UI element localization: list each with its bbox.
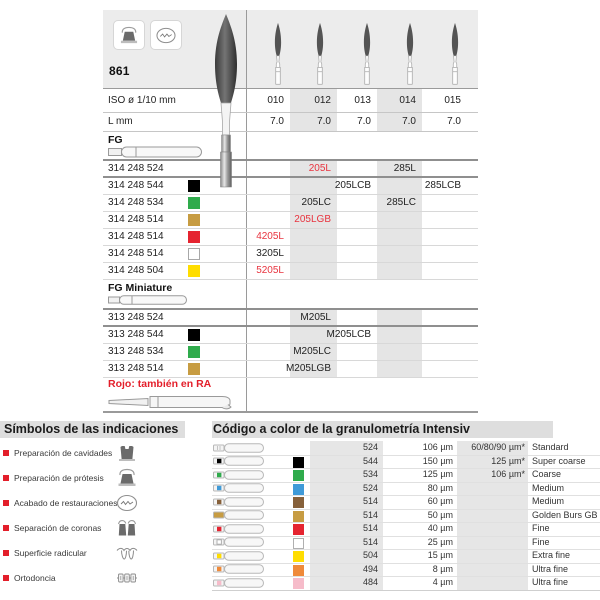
grit-color-square bbox=[293, 470, 304, 481]
restoration-finishing-icon bbox=[150, 20, 182, 50]
grit-color-square bbox=[293, 578, 304, 589]
grit-name: Medium bbox=[532, 482, 565, 493]
product-row bbox=[103, 326, 478, 343]
bur-grit-icon bbox=[213, 551, 265, 561]
grid-line bbox=[103, 88, 478, 89]
granulometry-row bbox=[212, 536, 600, 551]
part-number: 313 248 524 bbox=[108, 312, 164, 323]
grid-line bbox=[103, 279, 478, 280]
product-row bbox=[103, 211, 478, 228]
grid-line bbox=[103, 131, 478, 132]
product-row bbox=[103, 262, 478, 279]
grit-name: Fine bbox=[532, 536, 550, 547]
red-bullet bbox=[3, 575, 9, 581]
color-code-square bbox=[188, 346, 200, 358]
grit-code: 484 bbox=[362, 577, 378, 587]
grit-color-square bbox=[293, 524, 304, 535]
prosthesis-prep-icon bbox=[113, 20, 145, 50]
grit-name: Golden Burs GB bbox=[532, 509, 598, 520]
grit-code: 544 bbox=[362, 455, 378, 466]
length-value: 7.0 bbox=[270, 116, 284, 127]
small-bur-illustration bbox=[449, 22, 461, 86]
prosthesis-prep-icon bbox=[116, 468, 138, 488]
red-bullet bbox=[3, 550, 9, 556]
bur-grit-icon bbox=[213, 497, 265, 507]
part-number: 314 248 514 bbox=[108, 248, 164, 259]
indication-symbol-item bbox=[0, 468, 208, 488]
grit-name: Fine bbox=[532, 523, 550, 533]
color-code-square bbox=[188, 197, 200, 209]
orthodontics-icon bbox=[116, 568, 138, 588]
ra-availability-note: Rojo: también en RA bbox=[108, 378, 212, 390]
product-row bbox=[103, 228, 478, 245]
granulometry-row bbox=[212, 509, 600, 524]
granulometry-row bbox=[212, 468, 600, 483]
indication-symbol-item bbox=[0, 493, 208, 513]
granulometry-row bbox=[212, 455, 600, 470]
part-number: 314 248 544 bbox=[108, 180, 164, 191]
indication-symbol-item bbox=[0, 543, 208, 563]
product-row bbox=[103, 360, 478, 377]
red-bullet bbox=[3, 525, 9, 531]
symbols-panel-title: Símbolos de las indicaciones bbox=[4, 422, 179, 436]
grit-code: 514 bbox=[362, 536, 378, 547]
product-code: 285LCB bbox=[424, 180, 461, 191]
product-row bbox=[103, 309, 478, 326]
iso-size-value: 015 bbox=[444, 95, 461, 106]
grain-size: 50 µm bbox=[427, 509, 453, 520]
product-code: 205LC bbox=[301, 197, 331, 208]
granulometry-row bbox=[212, 563, 600, 578]
product-code: 4205L bbox=[256, 231, 284, 242]
product-row bbox=[103, 194, 478, 211]
product-code: M205LC bbox=[293, 346, 331, 357]
product-row bbox=[103, 343, 478, 360]
crown-separation-icon bbox=[116, 518, 138, 538]
grain-size: 150 µm bbox=[422, 455, 453, 466]
part-number: 313 248 544 bbox=[108, 329, 164, 340]
red-bullet bbox=[3, 475, 9, 481]
bur-grit-icon bbox=[213, 483, 265, 493]
red-bullet bbox=[3, 450, 9, 456]
product-code: M205LGB bbox=[285, 363, 331, 374]
iso-size-value: 013 bbox=[354, 95, 371, 106]
ra-shank-icon bbox=[108, 394, 238, 410]
grit-code: 534 bbox=[362, 469, 378, 479]
small-bur-illustration bbox=[272, 22, 284, 86]
grit-code: 494 bbox=[362, 563, 378, 574]
granulometry-table-title: Código a color de la granulometría Intensiv bbox=[213, 422, 470, 436]
indication-symbol-item bbox=[0, 568, 208, 588]
bur-grit-icon bbox=[213, 443, 265, 453]
bur-grit-icon bbox=[213, 456, 265, 466]
grit-name: Super coarse bbox=[532, 455, 586, 466]
fg-shank-icon bbox=[108, 146, 203, 158]
indication-label: Preparación de prótesis bbox=[14, 472, 104, 483]
part-number: 313 248 514 bbox=[108, 363, 164, 374]
color-code-square bbox=[188, 265, 200, 277]
grit-code: 524 bbox=[362, 442, 378, 452]
indication-label: Preparación de cavidades bbox=[14, 448, 113, 458]
part-number: 314 248 504 bbox=[108, 265, 164, 276]
alt-grain-size: 60/80/90 µm* bbox=[471, 442, 525, 452]
grit-color-square bbox=[293, 457, 304, 468]
granulometry-row bbox=[212, 576, 600, 591]
grit-code: 504 bbox=[362, 550, 378, 560]
product-code: 205LCB bbox=[334, 180, 371, 191]
cavity-prep-icon bbox=[116, 443, 138, 463]
grain-size: 8 µm bbox=[432, 563, 453, 574]
indication-label: Separación de coronas bbox=[14, 522, 102, 533]
product-row bbox=[103, 177, 478, 194]
bur-grit-icon bbox=[213, 537, 265, 547]
product-row bbox=[103, 245, 478, 262]
grain-size: 25 µm bbox=[427, 536, 453, 547]
length-value: 7.0 bbox=[402, 116, 416, 127]
grid-line bbox=[103, 411, 478, 413]
product-code: M205LCB bbox=[326, 329, 371, 340]
bur-grit-icon bbox=[213, 524, 265, 534]
indication-symbol-item bbox=[0, 518, 208, 538]
length-value: 7.0 bbox=[317, 116, 331, 127]
iso-size-value: 010 bbox=[267, 95, 284, 106]
product-code: 205LGB bbox=[294, 214, 331, 225]
product-code: 3205L bbox=[256, 248, 284, 259]
part-number: 314 248 534 bbox=[108, 197, 164, 208]
product-row bbox=[103, 160, 478, 177]
granulometry-row bbox=[212, 549, 600, 564]
large-bur-illustration bbox=[208, 12, 244, 188]
length-label: L mm bbox=[108, 116, 133, 127]
grain-size: 4 µm bbox=[432, 577, 453, 587]
grit-name: Ultra fine bbox=[532, 563, 569, 574]
alt-grain-size: 125 µm* bbox=[491, 455, 525, 466]
part-number: 314 248 514 bbox=[108, 214, 164, 225]
grit-color-square bbox=[293, 511, 304, 522]
grid-line bbox=[212, 590, 600, 591]
restoration-finishing-icon bbox=[116, 493, 138, 513]
grain-size: 106 µm bbox=[422, 442, 453, 452]
bur-grit-icon bbox=[213, 578, 265, 588]
product-table bbox=[103, 10, 478, 413]
grit-color-square bbox=[293, 538, 304, 549]
product-model-number: 861 bbox=[109, 64, 130, 78]
grit-name: Coarse bbox=[532, 469, 562, 479]
part-number: 313 248 534 bbox=[108, 346, 164, 357]
granulometry-row bbox=[212, 495, 600, 510]
grid-line bbox=[103, 112, 478, 113]
indication-label: Ortodoncia bbox=[14, 572, 56, 583]
grit-code: 524 bbox=[362, 482, 378, 493]
iso-size-value: 012 bbox=[314, 95, 331, 106]
color-code-square bbox=[188, 363, 200, 375]
grit-name: Standard bbox=[532, 442, 569, 452]
grit-name: Extra fine bbox=[532, 550, 571, 560]
granulometry-row bbox=[212, 522, 600, 537]
color-code-square bbox=[188, 248, 200, 260]
grit-code: 514 bbox=[362, 523, 378, 533]
part-number: 314 248 524 bbox=[108, 163, 164, 174]
small-bur-illustration bbox=[361, 22, 373, 86]
product-code: 205L bbox=[308, 163, 331, 174]
product-code: M205L bbox=[300, 312, 331, 323]
indication-symbols-panel bbox=[0, 421, 208, 600]
grit-color-square bbox=[293, 484, 304, 495]
bur-grit-icon bbox=[213, 470, 265, 480]
color-code-square bbox=[188, 329, 200, 341]
small-bur-illustration bbox=[314, 22, 326, 86]
small-bur-illustration bbox=[404, 22, 416, 86]
iso-size-value: 014 bbox=[399, 95, 416, 106]
bur-grit-icon bbox=[213, 510, 265, 520]
grit-name: Ultra fine bbox=[532, 577, 569, 587]
grit-color-square bbox=[293, 565, 304, 576]
grit-color-code-table bbox=[212, 421, 600, 596]
grit-name: Medium bbox=[532, 496, 565, 506]
root-surface-icon bbox=[116, 543, 138, 563]
grain-size: 40 µm bbox=[427, 523, 453, 533]
product-code: 285LC bbox=[386, 197, 416, 208]
fg-section-label: FG bbox=[108, 134, 123, 146]
color-code-square bbox=[188, 231, 200, 243]
grain-size: 15 µm bbox=[427, 550, 453, 560]
length-value: 7.0 bbox=[447, 116, 461, 127]
grit-code: 514 bbox=[362, 509, 378, 520]
grit-code: 514 bbox=[362, 496, 378, 506]
grain-size: 125 µm bbox=[422, 469, 453, 479]
grit-color-square bbox=[293, 497, 304, 508]
red-bullet bbox=[3, 500, 9, 506]
product-code: 285L bbox=[393, 163, 416, 174]
indication-label: Superficie radicular bbox=[14, 547, 87, 558]
part-number: 314 248 514 bbox=[108, 231, 164, 242]
granulometry-row bbox=[212, 482, 600, 497]
indication-symbol-item bbox=[0, 443, 208, 463]
grain-size: 80 µm bbox=[427, 482, 453, 493]
product-code: 5205L bbox=[256, 265, 284, 276]
iso-diameter-label: ISO ø 1/10 mm bbox=[108, 95, 176, 106]
bur-grit-icon bbox=[213, 564, 265, 574]
length-value: 7.0 bbox=[357, 116, 371, 127]
alt-grain-size: 106 µm* bbox=[491, 469, 525, 479]
grit-color-square bbox=[293, 551, 304, 562]
fg-miniature-shank-icon bbox=[108, 295, 188, 305]
color-code-square bbox=[188, 180, 200, 192]
indication-label: Acabado de restauraciones bbox=[14, 497, 118, 508]
color-code-square bbox=[188, 214, 200, 226]
grain-size: 60 µm bbox=[427, 496, 453, 506]
fg-miniature-section-label: FG Miniature bbox=[108, 282, 173, 294]
granulometry-row bbox=[212, 441, 600, 456]
